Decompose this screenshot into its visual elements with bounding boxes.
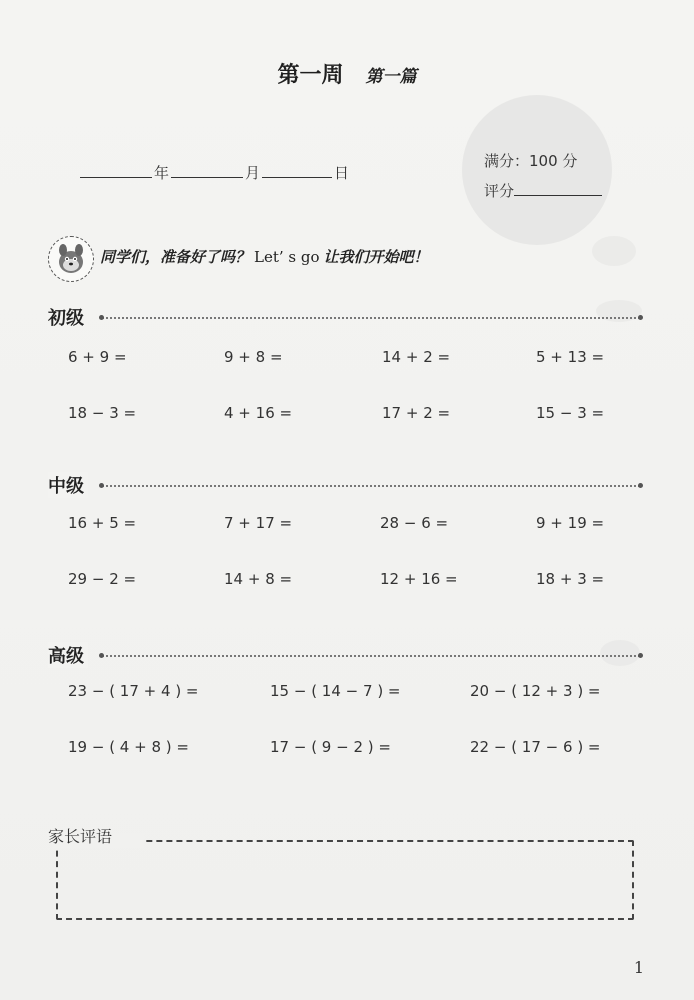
math-problem: 14 + 8 =: [224, 570, 293, 588]
score-block: [484, 146, 602, 206]
section-beginner: [48, 304, 644, 460]
math-problem: 4 + 16 =: [224, 404, 293, 422]
section-divider: [102, 485, 640, 487]
greeting-en: Let’ s go: [254, 248, 320, 266]
math-problem: 14 + 2 =: [382, 348, 451, 366]
section-title: 中级: [48, 472, 88, 498]
parent-comment-box[interactable]: [56, 840, 634, 920]
math-problem: 18 − 3 =: [68, 404, 137, 422]
greeting-cn-before: 同学们，准备好了吗？: [100, 248, 251, 266]
greeting-cn-after: 让我们开始吧！: [323, 248, 429, 266]
math-problem: 12 + 16 =: [380, 570, 458, 588]
math-problem: 6 + 9 =: [68, 348, 127, 366]
score-blank[interactable]: [514, 181, 602, 196]
date-fields: [80, 162, 351, 183]
title-week: 第一周: [277, 63, 344, 88]
math-problem: 7 + 17 =: [224, 514, 293, 532]
math-problem: 18 + 3 =: [536, 570, 605, 588]
problem-row: [48, 682, 644, 738]
problem-row: [48, 514, 644, 570]
math-problem: 15 − ( 14 − 7 ) =: [270, 682, 401, 700]
math-problem: 5 + 13 =: [536, 348, 605, 366]
parent-comment-label: 家长评语: [48, 827, 113, 846]
section-intermediate: [48, 472, 644, 626]
problem-row: [48, 738, 644, 794]
math-problem: 22 − ( 17 − 6 ) =: [470, 738, 601, 756]
page-number: 1: [633, 958, 644, 977]
section-divider: [102, 317, 640, 319]
section-advanced: [48, 642, 644, 794]
math-problem: 20 − ( 12 + 3 ) =: [470, 682, 601, 700]
year-label: 年: [154, 164, 170, 182]
math-problem: 19 − ( 4 + 8 ) =: [68, 738, 189, 756]
watermark-shape: [592, 236, 636, 266]
math-problem: 17 − ( 9 − 2 ) =: [270, 738, 391, 756]
math-problem: 29 − 2 =: [68, 570, 137, 588]
day-blank[interactable]: [262, 163, 332, 178]
math-problem: 17 + 2 =: [382, 404, 451, 422]
section-divider: [102, 655, 640, 657]
greeting-line: [100, 246, 429, 267]
month-blank[interactable]: [171, 163, 243, 178]
page-title: [0, 58, 694, 89]
problem-row: [48, 570, 644, 626]
mascot-icon: [48, 236, 94, 282]
day-label: 日: [334, 164, 350, 182]
math-problem: 16 + 5 =: [68, 514, 137, 532]
math-problem: 9 + 19 =: [536, 514, 605, 532]
math-problem: 15 − 3 =: [536, 404, 605, 422]
problem-row: [48, 404, 644, 460]
math-problem: 23 − ( 17 + 4 ) =: [68, 682, 199, 700]
problem-row: [48, 348, 644, 404]
section-title: 初级: [48, 304, 88, 330]
score-label: 评分: [484, 182, 515, 200]
title-part: 第一篇: [365, 67, 417, 87]
year-blank[interactable]: [80, 163, 152, 178]
section-title: 高级: [48, 642, 88, 668]
math-problem: 28 − 6 =: [380, 514, 449, 532]
full-score: 满分：100 分: [484, 152, 578, 170]
math-problem: 9 + 8 =: [224, 348, 283, 366]
month-label: 月: [245, 164, 261, 182]
